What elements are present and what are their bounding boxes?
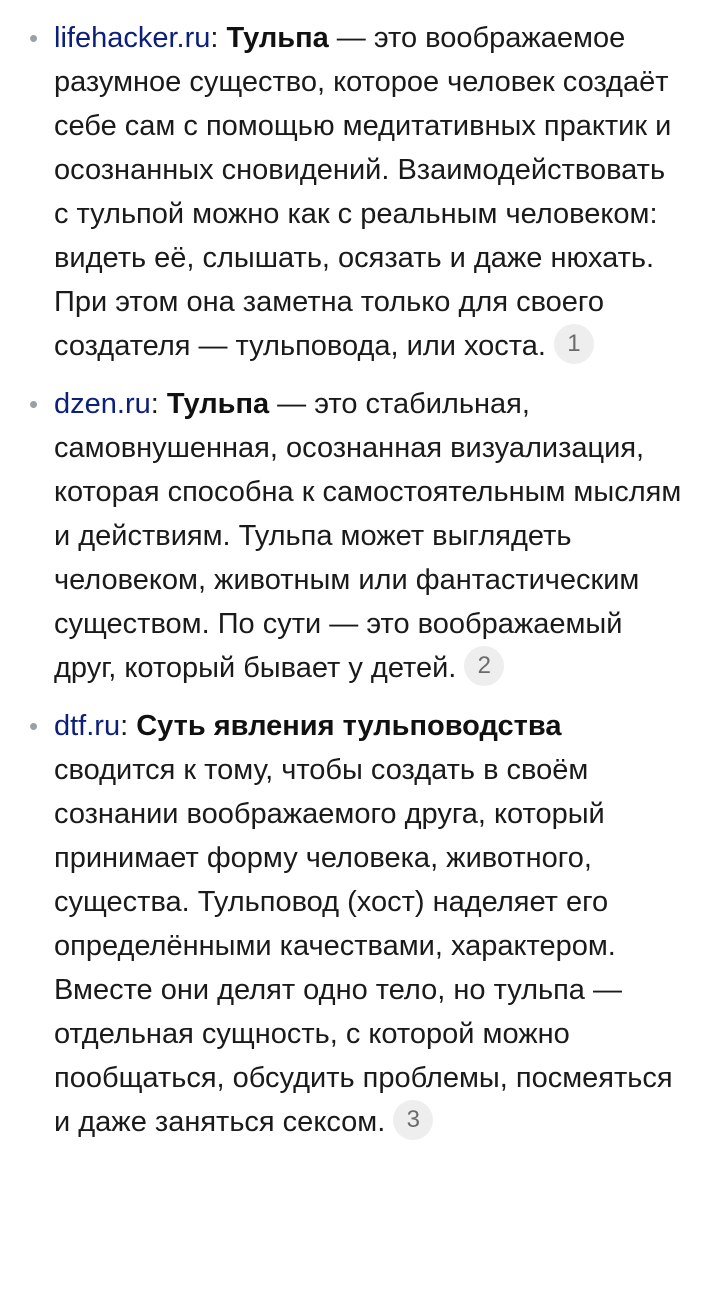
citation-badge[interactable]: 1 (554, 324, 594, 364)
term-highlight: Тульпа (226, 22, 329, 54)
separator: : (150, 388, 159, 420)
answer-text: сводится к тому, чтобы создать в своём сознании воображаемого друга, который принимает форму человека, животного, существа. Тульповод (хост) наделяет его определёнными качествами, характером. Вместе они делят одно тело, но тульпа — отдельная сущность, с которой можно пообщаться, обсудить проблемы, посмеяться и даже заняться сексом. (54, 754, 673, 1138)
answer-text: — это стабильная, самовнушенная, осознанная визуализация, которая способна к самостоятельным мыслям и действиям. Тульпа может выглядеть человеком, животным или фантастическим существом. По сути — это воображаемый друг, который бывает у детей. (54, 388, 682, 684)
bullet-icon: • (29, 23, 39, 53)
term-highlight: Тульпа (166, 388, 270, 420)
separator: : (120, 710, 129, 742)
source-link[interactable]: dzen.ru (54, 388, 151, 420)
bullet-icon: • (29, 711, 39, 741)
source-link[interactable]: lifehacker.ru (54, 22, 211, 54)
term-highlight: Суть явления тульповодства (136, 710, 562, 742)
list-item (29, 704, 684, 1144)
citation-badge[interactable]: 2 (464, 646, 504, 686)
separator: : (210, 22, 219, 54)
answer-text: — это воображаемое разумное существо, которое человек создаёт себе сам с помощью медитативных практик и осознанных сновидений. Взаимодействовать с тульпой можно как с реальным человеком: видеть её, слышать, осязать и даже нюхать. При этом она заметна только для своего создателя — тульповода, или хоста. (54, 22, 672, 362)
list-item (29, 16, 684, 368)
citation-badge[interactable]: 3 (393, 1100, 433, 1140)
source-link[interactable]: dtf.ru (54, 710, 121, 742)
bullet-icon: • (29, 389, 39, 419)
list-item (29, 382, 684, 690)
